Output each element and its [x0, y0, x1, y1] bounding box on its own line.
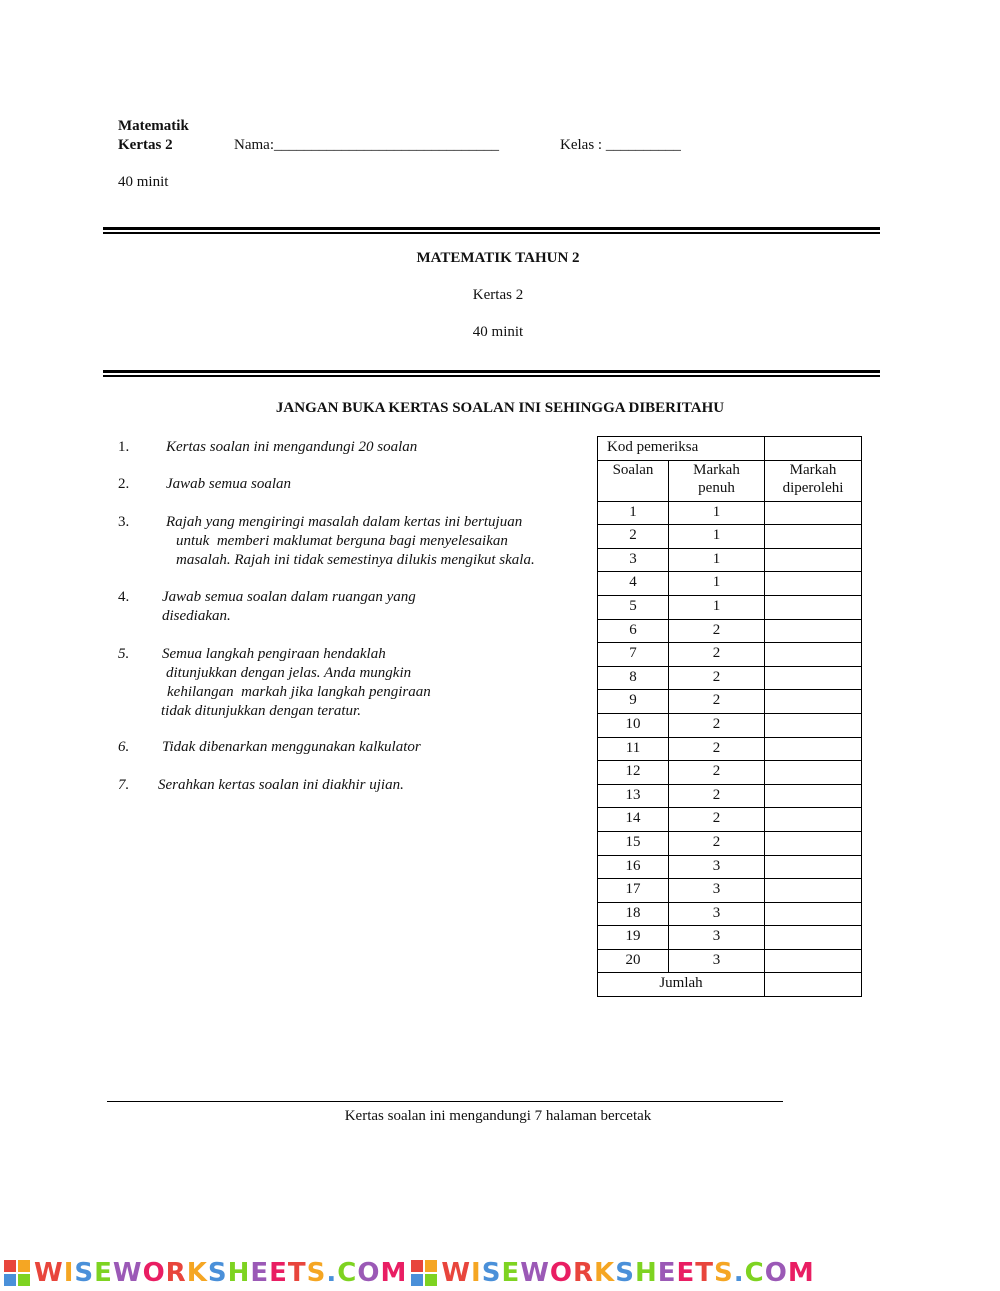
table-header-row — [598, 460, 862, 501]
marks-table — [597, 436, 862, 997]
instruction-text: Jawab semua soalan — [166, 476, 291, 492]
question-number-cell: 18 — [598, 902, 669, 926]
obtained-marks-cell[interactable] — [765, 855, 862, 879]
question-number-cell: 2 — [598, 525, 669, 549]
instruction-text: ditunjukkan dengan jelas. Anda mungkin — [166, 665, 412, 681]
question-number-cell: 6 — [598, 619, 669, 643]
full-marks-cell: 2 — [669, 643, 765, 667]
obtained-marks-cell[interactable] — [765, 595, 862, 619]
exam-duration: 40 minit — [472, 324, 524, 340]
table-row — [598, 761, 862, 785]
instruction-text: Semua langkah pengiraan hendaklah — [162, 646, 386, 662]
exam-paper: Kertas 2 — [472, 287, 524, 303]
full-marks-cell: 3 — [669, 902, 765, 926]
question-number-cell: 5 — [598, 595, 669, 619]
obtained-marks-cell[interactable] — [765, 926, 862, 950]
obtained-marks-cell[interactable] — [765, 666, 862, 690]
middle-divider — [103, 370, 880, 377]
question-number-cell: 4 — [598, 572, 669, 596]
total-row — [598, 973, 862, 997]
footer-rule — [107, 1101, 783, 1102]
obtained-marks-cell[interactable] — [765, 761, 862, 785]
full-marks-cell: 2 — [669, 737, 765, 761]
full-marks-cell: 1 — [669, 525, 765, 549]
full-marks-cell: 2 — [669, 784, 765, 808]
instruction-text: masalah. Rajah ini tidak semestinya dilukis mengikut skala. — [176, 552, 535, 568]
obtained-marks-cell[interactable] — [765, 949, 862, 973]
full-marks-cell: 3 — [669, 926, 765, 950]
table-row — [598, 926, 862, 950]
question-number-cell: 7 — [598, 643, 669, 667]
instruction-text: Tidak dibenarkan menggunakan kalkulator — [162, 739, 421, 755]
instruction-number: 5. — [118, 646, 130, 662]
full-marks-cell: 2 — [669, 619, 765, 643]
table-row — [598, 902, 862, 926]
obtained-marks-cell[interactable] — [765, 879, 862, 903]
table-row — [598, 713, 862, 737]
full-marks-cell: 2 — [669, 831, 765, 855]
question-number-cell: 20 — [598, 949, 669, 973]
instruction-text: disediakan. — [162, 608, 231, 624]
col-obtained-header: Markah diperolehi — [765, 460, 862, 501]
question-number-cell: 9 — [598, 690, 669, 714]
table-row — [598, 525, 862, 549]
examiner-code-label: Kod pemeriksa — [598, 437, 765, 461]
instruction-number: 2. — [118, 476, 130, 492]
full-marks-cell: 1 — [669, 548, 765, 572]
obtained-marks-cell[interactable] — [765, 831, 862, 855]
table-row — [598, 784, 862, 808]
instruction-text: Jawab semua soalan dalam ruangan yang — [162, 589, 416, 605]
obtained-marks-cell[interactable] — [765, 737, 862, 761]
instruction-text: Kertas soalan ini mengandungi 20 soalan — [166, 439, 418, 455]
instruction-text: Serahkan kertas soalan ini diakhir ujian. — [158, 777, 404, 793]
question-number-cell: 13 — [598, 784, 669, 808]
table-row — [598, 879, 862, 903]
full-marks-cell: 3 — [669, 855, 765, 879]
subject-label: Matematik — [118, 118, 189, 134]
full-marks-cell: 1 — [669, 572, 765, 596]
full-marks-cell: 2 — [669, 666, 765, 690]
watermark-banner — [0, 1257, 1000, 1287]
table-row — [598, 619, 862, 643]
instruction-number: 7. — [118, 777, 130, 793]
obtained-marks-cell[interactable] — [765, 501, 862, 525]
question-number-cell: 17 — [598, 879, 669, 903]
examiner-code-cell[interactable] — [765, 437, 862, 461]
table-row — [598, 949, 862, 973]
obtained-marks-cell[interactable] — [765, 525, 862, 549]
instruction-number: 1. — [118, 439, 130, 455]
table-row — [598, 572, 862, 596]
top-divider — [103, 227, 880, 234]
col-question-header: Soalan — [598, 460, 669, 501]
question-number-cell: 14 — [598, 808, 669, 832]
question-number-cell: 19 — [598, 926, 669, 950]
col-full-marks-header: Markah penuh — [669, 460, 765, 501]
full-marks-cell: 3 — [669, 879, 765, 903]
table-row — [598, 831, 862, 855]
obtained-marks-cell[interactable] — [765, 548, 862, 572]
obtained-marks-cell[interactable] — [765, 713, 862, 737]
obtained-marks-cell[interactable] — [765, 572, 862, 596]
full-marks-cell: 2 — [669, 761, 765, 785]
table-row — [598, 666, 862, 690]
table-row — [598, 808, 862, 832]
instruction-text: untuk memberi maklumat berguna bagi menyelesaikan — [176, 533, 508, 549]
table-row — [598, 595, 862, 619]
question-number-cell: 1 — [598, 501, 669, 525]
obtained-marks-cell[interactable] — [765, 643, 862, 667]
wise-logo-icon — [4, 1260, 30, 1286]
full-marks-cell: 1 — [669, 595, 765, 619]
full-marks-cell: 2 — [669, 713, 765, 737]
question-number-cell: 11 — [598, 737, 669, 761]
examiner-code-row — [598, 437, 862, 461]
full-marks-cell: 1 — [669, 501, 765, 525]
class-field[interactable]: Kelas : __________ — [560, 137, 681, 153]
obtained-marks-cell[interactable] — [765, 808, 862, 832]
wise-logo-icon — [411, 1260, 437, 1286]
question-number-cell: 12 — [598, 761, 669, 785]
obtained-marks-cell[interactable] — [765, 784, 862, 808]
full-marks-cell: 2 — [669, 808, 765, 832]
name-field[interactable]: Nama:______________________________ — [234, 137, 499, 153]
question-number-cell: 16 — [598, 855, 669, 879]
table-row — [598, 548, 862, 572]
instruction-number: 6. — [118, 739, 130, 755]
page-count-note: Kertas soalan ini mengandungi 7 halaman bercetak — [344, 1108, 652, 1124]
obtained-marks-cell[interactable] — [765, 619, 862, 643]
watermark-text: WISEWORKSHEETS.COM — [34, 1257, 408, 1288]
question-number-cell: 10 — [598, 713, 669, 737]
full-marks-cell: 2 — [669, 690, 765, 714]
warning-notice: JANGAN BUKA KERTAS SOALAN INI SEHINGGA DIBERITAHU — [275, 400, 725, 416]
table-row — [598, 501, 862, 525]
question-number-cell: 15 — [598, 831, 669, 855]
instruction-text: tidak ditunjukkan dengan teratur. — [161, 703, 361, 719]
obtained-marks-cell[interactable] — [765, 690, 862, 714]
watermark-text: WISEWORKSHEETS.COM — [441, 1257, 815, 1288]
paper-label: Kertas 2 — [118, 137, 173, 153]
table-row — [598, 737, 862, 761]
total-marks-cell[interactable] — [765, 973, 862, 997]
table-row — [598, 690, 862, 714]
question-number-cell: 8 — [598, 666, 669, 690]
obtained-marks-cell[interactable] — [765, 902, 862, 926]
instruction-number: 4. — [118, 589, 130, 605]
question-number-cell: 3 — [598, 548, 669, 572]
full-marks-cell: 3 — [669, 949, 765, 973]
table-row — [598, 855, 862, 879]
instruction-number: 3. — [118, 514, 130, 530]
table-row — [598, 643, 862, 667]
instruction-text: kehilangan markah jika langkah pengiraan — [167, 684, 431, 700]
total-label: Jumlah — [598, 973, 765, 997]
instruction-text: Rajah yang mengiringi masalah dalam kertas ini bertujuan — [166, 514, 523, 530]
duration-label: 40 minit — [118, 174, 169, 190]
exam-title: MATEMATIK TAHUN 2 — [416, 250, 580, 266]
